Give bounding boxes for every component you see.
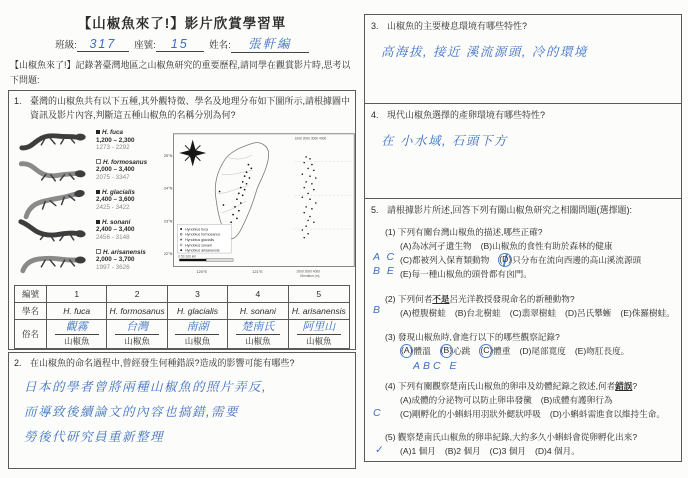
species-marker	[96, 220, 100, 224]
option-text: 為冰河孑遺生物	[411, 240, 472, 251]
option-tag: (A)	[400, 307, 412, 318]
sub-question-emphasis: 不是	[432, 293, 450, 304]
option-text: 成體的分泌物可以防止卵串發黴	[411, 394, 532, 405]
handwritten-answer: C	[373, 406, 383, 419]
species-figure	[14, 125, 350, 281]
species-range-recorded: 1997 - 3626	[96, 263, 130, 271]
question-5-3-stem	[385, 330, 675, 344]
svg-text:Hynobius formosanus: Hynobius formosanus	[185, 232, 221, 237]
options-row	[385, 344, 675, 358]
species-range: 2,000 – 3,400	[96, 166, 135, 174]
option-tag-circled: (B)	[440, 344, 453, 358]
species-marker	[96, 190, 100, 194]
option-tag: (D)	[519, 345, 532, 356]
sub-question-emphasis: 錯誤	[615, 380, 633, 391]
species-answer-table	[14, 285, 350, 349]
table-cell-common-name	[107, 320, 167, 348]
question-5-2	[373, 292, 675, 320]
question-4-text: 現代山椒魚選擇的產卵環境有哪些特性?	[387, 110, 546, 120]
elevation-ticks-bottom: 2000 3000 4000	[296, 269, 321, 274]
option-tag: (E)	[620, 307, 632, 318]
question-5-3	[385, 330, 675, 373]
lon-tick: 121°E	[252, 270, 263, 275]
option-text: 只分布在流向西邊的高山溪流源頭	[512, 254, 642, 265]
question-5-4	[373, 379, 675, 421]
handwritten-answer-line: 在 小水域, 石頭下方	[381, 133, 508, 148]
table-cell-sci-name: H. glacialis	[168, 303, 228, 320]
salamander-illustration-2	[15, 155, 93, 186]
salamander-illustration-1	[16, 127, 92, 153]
question-1-box	[8, 90, 356, 350]
svg-text:Hynobius glacialis: Hynobius glacialis	[185, 238, 215, 243]
question-3-box	[364, 14, 682, 104]
species-label-4	[96, 219, 160, 242]
option-tag: (C)	[400, 254, 412, 265]
question-5-5-stem	[385, 430, 675, 444]
handwritten-answer: A C	[373, 250, 397, 263]
options-row	[385, 444, 675, 458]
table-cell-sci-name: H. fuca	[47, 303, 107, 320]
name-suffix: 山椒魚	[245, 336, 271, 346]
species-range: 2,400 – 3,600	[96, 196, 135, 204]
lat-tick: 22°N	[163, 251, 173, 256]
option-text: 山椒魚的食性有助於森林的健康	[492, 240, 613, 251]
species-name: H. sonani	[102, 218, 131, 226]
table-row-label: 俗名	[15, 320, 47, 348]
options-row	[385, 267, 675, 281]
table-cell-common-name	[228, 320, 288, 348]
species-name: H. glacialis	[102, 188, 135, 196]
option-tag: (B)	[444, 445, 457, 456]
species-range: 2,400 – 3,400	[96, 226, 135, 234]
question-1	[14, 95, 350, 122]
option-text: 成體有護卵行為	[552, 394, 613, 405]
student-info-line	[8, 34, 356, 53]
sub-label: (4)	[385, 380, 396, 391]
option-text: 侏羅樹蛙。	[631, 307, 675, 318]
handwritten-answer-line: 高海拔, 接近 溪流源頭, 冷的環境	[381, 44, 588, 59]
question-2-number: 2.	[14, 358, 22, 368]
species-range-recorded: 2425 - 3422	[96, 203, 130, 211]
handwritten-answer: 南湖	[175, 321, 219, 335]
question-5-4-stem	[385, 379, 675, 393]
map-legend	[177, 224, 231, 253]
salamander-illustrations	[14, 125, 96, 281]
question-1-text: 臺灣的山椒魚共有以下五種,其外觀特徵、學名及地理分布如下圖所示,請根據圖中資訊及影片內容,判斷這五種山椒魚的名稱分別為何?	[30, 96, 351, 120]
option-text: 1 個月	[411, 445, 436, 456]
class-value-handwritten: 317	[89, 37, 117, 51]
option-tag: (E)	[574, 345, 587, 356]
option-tag: (D)	[534, 445, 547, 456]
option-tag: (E)	[400, 268, 412, 279]
option-text: 吻肛長度。	[586, 345, 630, 356]
question-5-1	[373, 225, 675, 281]
species-range: 2,000 – 3,700	[96, 256, 135, 263]
handwritten-answer: B E	[373, 264, 396, 277]
class-label: 班級:	[55, 40, 77, 51]
question-3	[371, 20, 675, 34]
option-tag: (A)	[400, 445, 412, 456]
option-text: 2 個月	[456, 445, 481, 456]
option-tag: (C)	[489, 445, 502, 456]
option-tag: (A)	[400, 394, 412, 405]
salamander-illustration-5	[16, 249, 92, 275]
scale-bar	[178, 254, 233, 261]
options-row	[385, 253, 675, 267]
option-text: 每一種山椒魚的頭骨都有囟門。	[411, 268, 532, 279]
name-label: 姓名:	[209, 40, 231, 51]
option-tag-crossed: (D)	[498, 253, 512, 267]
species-labels	[96, 125, 160, 281]
species-label-5	[96, 249, 160, 272]
question-5-2-stem	[385, 292, 675, 306]
svg-text:Hynobius arisanensis: Hynobius arisanensis	[185, 248, 220, 253]
lat-tick: 25°N	[163, 153, 173, 158]
table-cell-id: 3	[168, 286, 228, 303]
option-text: 都被列入保育類動物	[411, 254, 490, 265]
table-cell-sci-name: H. sonani	[228, 303, 288, 320]
question-5-1-stem	[385, 225, 675, 239]
handwritten-answer: ✓	[375, 443, 386, 456]
compass-rose-icon	[179, 140, 206, 167]
svg-text:0 50 100 km: 0 50 100 km	[178, 254, 197, 259]
sub-label: (2)	[385, 293, 396, 304]
sub-question: 呂光洋教授發現命名的新種動物?	[449, 293, 575, 304]
sub-question: 下列有關觀察楚南氏山椒魚的卵串及幼體紀錄之敘述,何者	[397, 380, 616, 391]
distribution-map-panel	[160, 125, 360, 281]
question-5-text: 請根據影片所述,回答下列有關山椒魚研究之相關問題(選擇題):	[387, 205, 632, 215]
option-text: 台北樹蛙	[466, 307, 501, 318]
sub-question: 觀察楚南氏山椒魚的卵串紀錄,大約多久小蝌蚪會從卵孵化出來?	[397, 431, 638, 442]
question-3-text: 山椒魚的主要棲息環境有哪些特性?	[387, 21, 528, 31]
question-2	[14, 357, 350, 371]
handwritten-answer: 楚南氏	[236, 321, 280, 335]
handwritten-answer-line: 勞後代研究員重新整理	[24, 429, 165, 444]
salamander-illustration-3	[14, 182, 93, 221]
lon-tick: 120°E	[196, 270, 208, 275]
name-suffix: 山椒魚	[306, 336, 332, 346]
handwritten-answer: ABC E	[413, 359, 460, 372]
option-tag: (C)	[509, 307, 522, 318]
handwritten-answer: 台灣	[115, 321, 159, 335]
table-row-label: 學名	[15, 303, 47, 320]
question-4-box	[364, 103, 682, 199]
table-cell-id: 1	[47, 286, 107, 303]
table-cell-id: 2	[107, 286, 167, 303]
sub-label: (3)	[385, 331, 396, 342]
handwritten-answer: 觀霧	[55, 321, 99, 335]
handwritten-answer-line: 而導致後續論文的內容也搞錯,需要	[24, 404, 239, 419]
species-label-2	[96, 159, 160, 182]
option-tag: (B)	[480, 240, 493, 251]
species-range-recorded: 2456 - 3148	[96, 233, 130, 241]
svg-text:Hynobius sonani: Hynobius sonani	[185, 243, 212, 248]
table-cell-common-name	[289, 320, 349, 348]
intro-text: 【山椒魚來了!】記錄著臺灣地區之山椒魚研究的重要歷程,請同學在觀賞影片時,思考以下問題:	[10, 60, 351, 85]
lat-tick: 24°N	[163, 186, 173, 191]
seat-value-handwritten: 15	[170, 37, 189, 51]
handwritten-answer-line: 日本的學者曾將兩種山椒魚的照片弄反,	[24, 379, 267, 394]
svg-text:Hynobius fuca: Hynobius fuca	[185, 227, 209, 232]
option-text: 心跳	[453, 345, 471, 356]
handwritten-answer: 阿里山	[297, 321, 341, 335]
option-text: 4 個月。	[546, 445, 580, 456]
option-text: 尾部寬度	[531, 345, 566, 356]
question-5	[371, 204, 675, 218]
table-cell-sci-name: H. arisanensis	[289, 303, 349, 320]
name-value-handwritten: 張軒編	[247, 37, 292, 51]
sub-question: ?	[632, 380, 638, 391]
name-suffix: 山椒魚	[63, 336, 90, 346]
table-cell-id: 5	[289, 286, 349, 303]
elevation-axis-label: Elevation (m)	[300, 274, 320, 279]
species-range-recorded: 2075 - 3347	[96, 173, 130, 181]
table-cell-sci-name: H. formosanus	[107, 303, 167, 320]
sub-question: 下列何者	[397, 293, 433, 304]
option-tag: (D)	[549, 408, 562, 419]
seat-label: 座號:	[134, 40, 156, 51]
species-range-recorded: 1273 - 2292	[96, 144, 130, 151]
lat-tick: 23°N	[163, 219, 173, 224]
species-name: H. arisanensis	[103, 248, 146, 256]
question-2-box	[8, 352, 356, 469]
options-row	[385, 393, 675, 407]
question-1-number: 1.	[14, 96, 22, 106]
question-5-number: 5.	[371, 205, 379, 215]
question-2-text: 在山椒魚的命名過程中,曾經發生何種錯誤?造成的影響可能有哪些?	[30, 358, 295, 368]
options-row	[385, 306, 675, 320]
elevation-scatter-panel	[302, 156, 317, 238]
sub-label: (1)	[385, 226, 396, 237]
species-name: H. formosanus	[103, 158, 148, 166]
name-blank	[231, 34, 309, 53]
option-tag: (A)	[400, 240, 412, 251]
option-tag: (B)	[454, 307, 467, 318]
question-3-number: 3.	[371, 21, 379, 31]
option-tag-circled: (A)	[400, 344, 413, 358]
distribution-dots-island	[219, 164, 252, 229]
species-name: H. fuca	[102, 129, 123, 136]
sub-label: (5)	[385, 431, 396, 442]
option-text: 體溫	[413, 345, 431, 356]
taiwan-distribution-map	[160, 127, 360, 281]
question-4	[371, 109, 675, 123]
option-text: 橙腹樹蛙	[411, 307, 446, 318]
species-marker	[96, 249, 101, 254]
question-5-box	[364, 198, 682, 462]
option-text: 小蝌蚪需進食以維持生命。	[561, 408, 665, 419]
class-blank	[77, 37, 129, 52]
option-text: 呂氏攀蜥	[576, 307, 612, 318]
option-tag: (C)	[400, 408, 412, 419]
option-tag: (B)	[540, 394, 553, 405]
salamander-illustration-4	[15, 215, 93, 249]
name-suffix: 山椒魚	[184, 336, 211, 346]
page-title: 【山椒魚來了!】影片欣賞學習單	[77, 16, 287, 31]
species-label-1	[96, 129, 160, 152]
options-row	[385, 407, 675, 421]
option-text: 剛孵化的小蝌蚪用羽狀外鰓狀呼吸	[411, 408, 541, 419]
question-5-5	[375, 430, 675, 458]
question-4-number: 4.	[371, 110, 379, 120]
sub-question: 發現山椒魚時,會進行以下的哪些觀察記錄?	[397, 331, 560, 342]
seat-blank	[156, 37, 204, 52]
species-marker	[96, 130, 100, 134]
table-cell-common-name	[168, 320, 228, 348]
name-suffix: 山椒魚	[124, 336, 150, 346]
table-cell-common-name	[47, 320, 107, 348]
option-text: 3 個月	[501, 445, 526, 456]
elevation-ticks-top: 1000 2000 3000 4000	[294, 136, 327, 141]
species-label-3	[96, 189, 160, 212]
latitude-gridlines	[295, 162, 351, 229]
species-marker	[96, 159, 101, 164]
option-tag-circled: (C)	[479, 344, 493, 358]
table-row-label: 編號	[15, 286, 47, 303]
option-tag: (D)	[565, 307, 577, 318]
options-row	[385, 239, 675, 253]
handwritten-answer: B	[373, 303, 383, 316]
sub-question: 下列有關台灣山椒魚的描述,哪些正確?	[397, 226, 543, 237]
species-range: 1,200 – 2,300	[96, 136, 135, 144]
option-text: 體重	[493, 345, 511, 356]
option-text: 翡翠樹蛙	[521, 307, 557, 318]
table-cell-id: 4	[228, 286, 288, 303]
